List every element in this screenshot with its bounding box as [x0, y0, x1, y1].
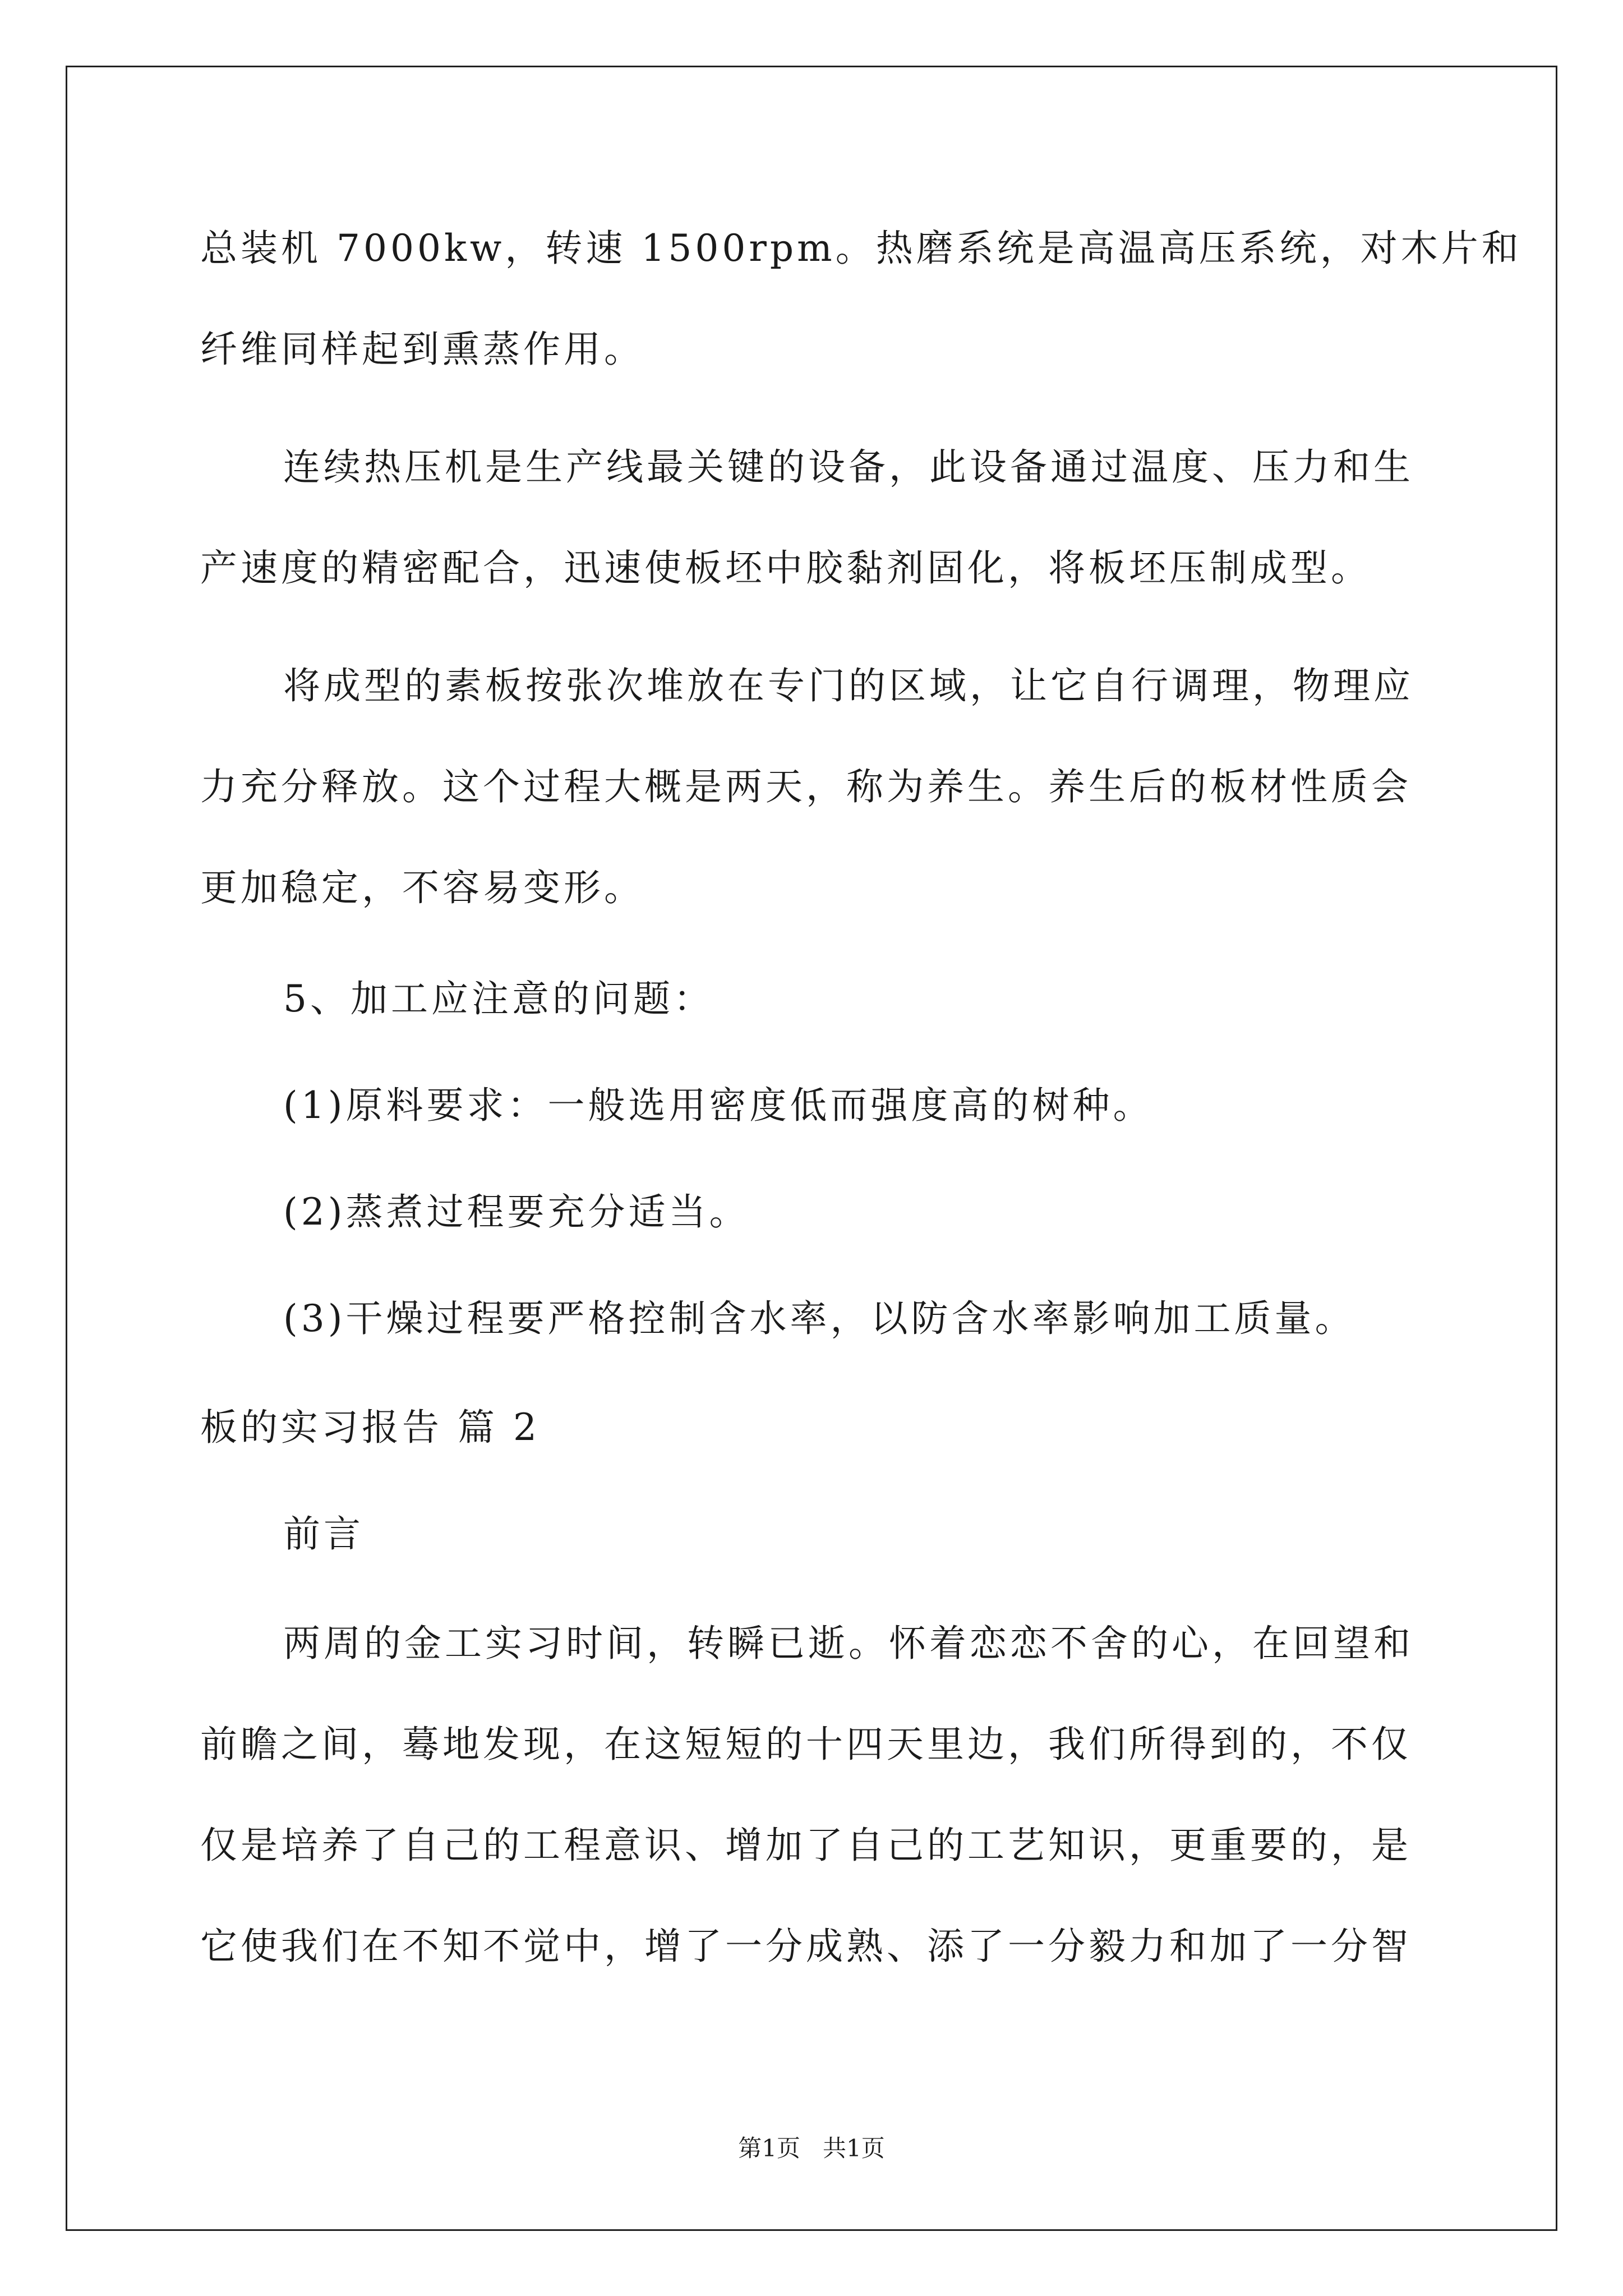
body-line: 两周的金工实习时间，转瞬已逝。怀着恋恋不舍的心，在回望和: [283, 1622, 1414, 1665]
section-title: 板的实习报告 篇 2: [200, 1406, 540, 1449]
body-line: 它使我们在不知不觉中，增了一分成熟、添了一分毅力和加了一分智: [200, 1925, 1412, 1968]
body-line: 力充分释放。这个过程大概是两天，称为养生。养生后的板材性质会: [200, 765, 1412, 808]
list-item: (3)干燥过程要严格控制含水率，以防含水率影响加工质量。: [283, 1297, 1355, 1340]
body-line: 总装机 7000kw，转速 1500rpm。热磨系统是高温高压系统，对木片和: [200, 227, 1522, 270]
list-item: (2)蒸煮过程要充分适当。: [283, 1190, 750, 1234]
body-line: 前瞻之间，蓦地发现，在这短短的十四天里边，我们所得到的，不仅: [200, 1723, 1412, 1766]
numbered-heading: 5、加工应注意的问题：: [283, 977, 714, 1020]
body-line: 更加稳定，不容易变形。: [200, 866, 644, 909]
subheading: 前言: [283, 1512, 364, 1556]
body-line: 产速度的精密配合，迅速使板坯中胶黏剂固化，将板坯压制成型。: [200, 546, 1371, 590]
list-item: (1)原料要求：一般选用密度低而强度高的树种。: [283, 1084, 1154, 1127]
body-line: 仅是培养了自己的工程意识、增加了自己的工艺知识，更重要的，是: [200, 1824, 1412, 1867]
body-line: 将成型的素板按张次堆放在专门的区域，让它自行调理，物理应: [283, 664, 1414, 707]
body-line: 纤维同样起到熏蒸作用。: [200, 328, 644, 371]
page-footer: 第1页 共1页: [738, 2134, 885, 2162]
body-line: 连续热压机是生产线最关键的设备，此设备通过温度、压力和生: [283, 445, 1414, 489]
page-border: [66, 66, 1557, 2231]
